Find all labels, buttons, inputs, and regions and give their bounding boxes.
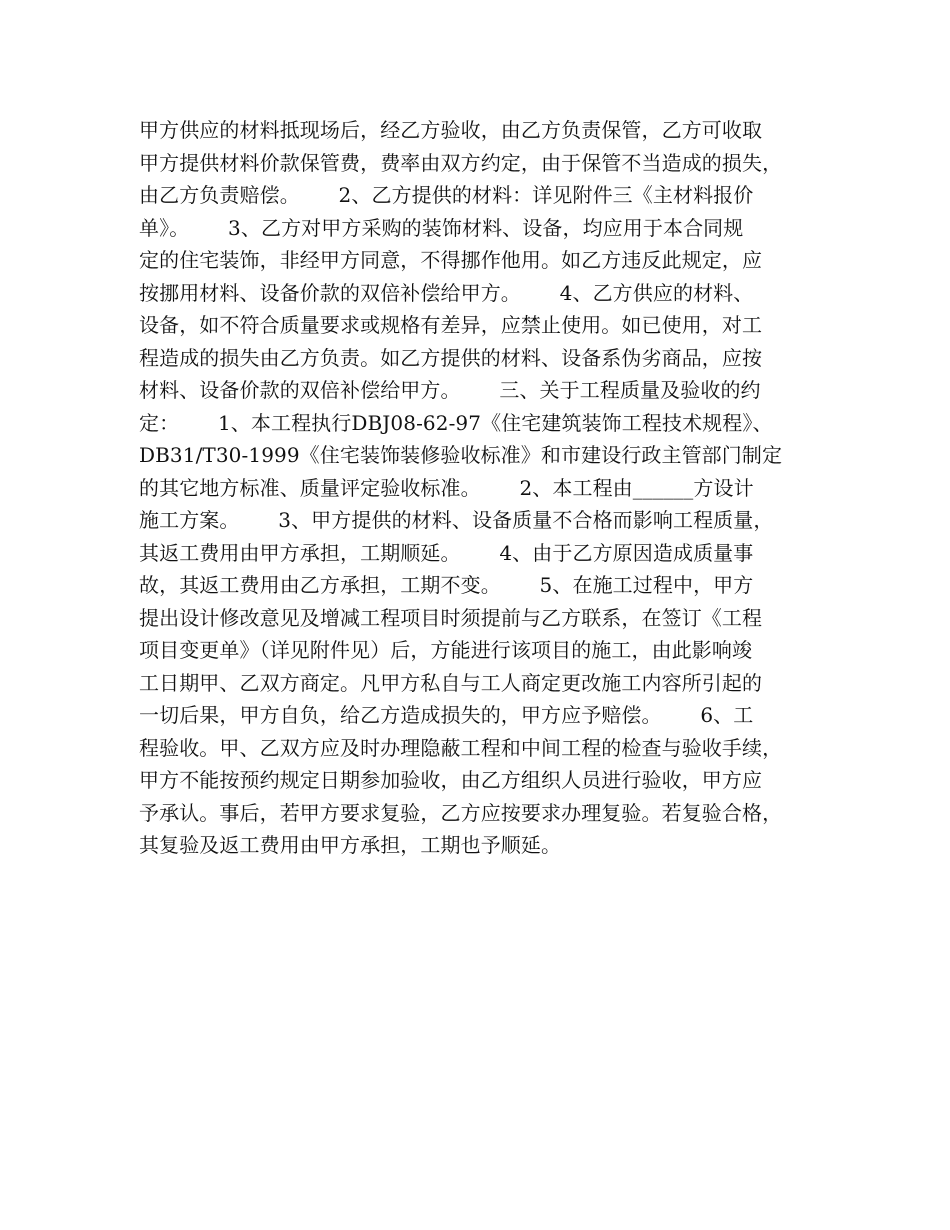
text-line: 由乙方负责赔偿。 2、乙方提供的材料：详见附件三《主材料报价 [139,183,754,207]
text-line: DB31/T30-1999《住宅装饰装修验收标准》和市建设行政主管部门制定 [139,443,783,467]
text-line: 项目变更单》（详见附件见）后，方能进行该项目的施工，由此影响竣 [139,638,753,662]
text-line: 单》。 3、乙方对甲方采购的装饰材料、设备，均应用于本合同规 [139,215,744,240]
text-line: 其返工费用由甲方承担，工期顺延。 4、由于乙方原因造成质量事 [139,540,754,565]
text-line: 的其它地方标准、质量评定验收标准。 2、本工程由______方设计 [139,475,754,500]
text-line: 材料、设备价款的双倍补偿给甲方。 三、关于工程质量及验收的约 [139,378,761,402]
text-line: 定： 1、本工程执行DBJ08-62-97《住宅建筑装饰工程技术规程》、 [139,410,773,435]
text-line: 工日期甲、乙双方商定。凡甲方私自与工人商定更改施工内容所引起的 [139,670,763,695]
contract-body-text [139,114,839,862]
text-line: 甲方供应的材料抵现场后，经乙方验收，由乙方负责保管，乙方可收取 [139,118,763,142]
text-line: 甲方不能按预约规定日期参加验收，由乙方组织人员进行验收，甲方应 [139,768,763,792]
text-line: 程造成的损失由乙方负责。如乙方提供的材料、设备系伪劣商品，应按 [139,345,763,370]
text-line: 定的住宅装饰，非经甲方同意，不得挪作他用。如乙方违反此规定，应 [139,248,763,272]
text-line: 程验收。甲、乙双方应及时办理隐蔽工程和中间工程的检查与验收手续， [139,735,783,760]
text-line: 予承认。事后，若甲方要求复验，乙方应按要求办理复验。若复验合格， [139,800,783,825]
text-line: 甲方提供材料价款保管费，费率由双方约定，由于保管不当造成的损失， [139,150,783,175]
text-line: 提出设计修改意见及增减工程项目时须提前与乙方联系，在签订《工程 [139,605,763,630]
text-line: 故，其返工费用由乙方承担，工期不变。 5、在施工过程中，甲方 [139,573,754,597]
text-line: 其复验及返工费用由甲方承担，工期也予顺延。 [139,833,562,857]
text-line: 设备，如不符合质量要求或规格有差异，应禁止使用。如已使用，对工 [139,313,763,337]
text-line: 一切后果，甲方自负，给乙方造成损失的，甲方应予赔偿。 6、工 [139,703,754,727]
text-line: 按挪用材料、设备价款的双倍补偿给甲方。 4、乙方供应的材料、 [139,280,754,305]
text-line: 施工方案。 3、甲方提供的材料、设备质量不合格而影响工程质量， [139,508,774,532]
